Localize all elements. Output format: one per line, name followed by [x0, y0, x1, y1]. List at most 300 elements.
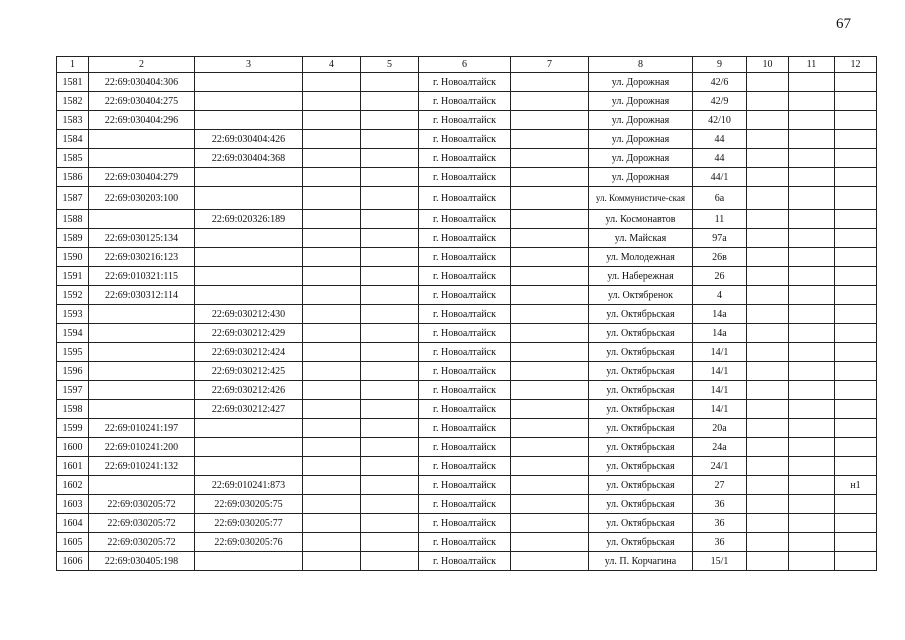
col-5-cell: [361, 476, 419, 495]
table-row: [57, 324, 877, 343]
col-10-cell: [747, 514, 789, 533]
col-10-cell: [747, 476, 789, 495]
cadastral-number-building-cell: 22:69:020326:189: [195, 210, 303, 229]
col-12-cell: [835, 168, 877, 187]
col-7-cell: [511, 514, 589, 533]
col-7-cell: [511, 73, 589, 92]
col-12-cell: [835, 149, 877, 168]
cadastral-number-building-cell: [195, 168, 303, 187]
city-cell: г. Новоалтайск: [419, 495, 511, 514]
cadastral-number-land-cell: [89, 476, 195, 495]
col-12-cell: [835, 286, 877, 305]
house-number-cell: 97а: [693, 229, 747, 248]
city-cell: г. Новоалтайск: [419, 457, 511, 476]
city-cell: г. Новоалтайск: [419, 514, 511, 533]
col-4-cell: [303, 419, 361, 438]
table-row: [57, 343, 877, 362]
cadastral-number-building-cell: 22:69:030205:75: [195, 495, 303, 514]
row-number-cell: 1585: [57, 149, 89, 168]
street-cell: ул. Октябрьская: [589, 457, 693, 476]
city-cell: г. Новоалтайск: [419, 111, 511, 130]
col-5-cell: [361, 187, 419, 210]
col-11-cell: [789, 495, 835, 514]
col-5-cell: [361, 210, 419, 229]
street-cell: ул. Октябрьская: [589, 514, 693, 533]
cadastral-number-land-cell: 22:69:030205:72: [89, 514, 195, 533]
street-cell: ул. Космонавтов: [589, 210, 693, 229]
table-row: [57, 73, 877, 92]
col-7-cell: [511, 168, 589, 187]
column-header: 11: [789, 57, 835, 73]
table-row: [57, 187, 877, 210]
column-header: 4: [303, 57, 361, 73]
cadastral-number-land-cell: 22:69:030125:134: [89, 229, 195, 248]
col-10-cell: [747, 130, 789, 149]
col-10-cell: [747, 324, 789, 343]
col-12-cell: [835, 419, 877, 438]
house-number-cell: 44: [693, 130, 747, 149]
col-11-cell: [789, 552, 835, 571]
col-7-cell: [511, 362, 589, 381]
col-5-cell: [361, 438, 419, 457]
street-cell: ул. Коммунистиче-ская: [589, 187, 693, 210]
cadastral-number-land-cell: 22:69:030216:123: [89, 248, 195, 267]
city-cell: г. Новоалтайск: [419, 168, 511, 187]
row-number-cell: 1592: [57, 286, 89, 305]
col-12-cell: [835, 362, 877, 381]
page-number: 67: [836, 16, 851, 32]
street-cell: ул. Дорожная: [589, 168, 693, 187]
col-5-cell: [361, 552, 419, 571]
col-11-cell: [789, 286, 835, 305]
col-7-cell: [511, 457, 589, 476]
col-10-cell: [747, 552, 789, 571]
col-5-cell: [361, 495, 419, 514]
col-7-cell: [511, 92, 589, 111]
table-row: [57, 111, 877, 130]
col-7-cell: [511, 438, 589, 457]
col-11-cell: [789, 305, 835, 324]
col-12-cell: [835, 73, 877, 92]
col-10-cell: [747, 533, 789, 552]
col-11-cell: [789, 267, 835, 286]
house-number-cell: 20а: [693, 419, 747, 438]
col-4-cell: [303, 210, 361, 229]
cadastral-number-land-cell: 22:69:010241:197: [89, 419, 195, 438]
street-cell: ул. Дорожная: [589, 111, 693, 130]
cadastral-number-building-cell: 22:69:030212:425: [195, 362, 303, 381]
table-row: [57, 495, 877, 514]
cadastral-number-building-cell: [195, 73, 303, 92]
house-number-cell: 15/1: [693, 552, 747, 571]
row-number-cell: 1599: [57, 419, 89, 438]
row-number-cell: 1601: [57, 457, 89, 476]
col-10-cell: [747, 248, 789, 267]
house-number-cell: 6а: [693, 187, 747, 210]
house-number-cell: 42/9: [693, 92, 747, 111]
cadastral-number-land-cell: 22:69:030205:72: [89, 533, 195, 552]
table-row: [57, 286, 877, 305]
cadastral-number-building-cell: [195, 419, 303, 438]
table-row: [57, 168, 877, 187]
city-cell: г. Новоалтайск: [419, 362, 511, 381]
city-cell: г. Новоалтайск: [419, 476, 511, 495]
row-number-cell: 1587: [57, 187, 89, 210]
col-7-cell: [511, 476, 589, 495]
city-cell: г. Новоалтайск: [419, 552, 511, 571]
col-4-cell: [303, 343, 361, 362]
col-7-cell: [511, 324, 589, 343]
col-12-cell: [835, 457, 877, 476]
col-10-cell: [747, 438, 789, 457]
col-11-cell: [789, 533, 835, 552]
col-4-cell: [303, 130, 361, 149]
cadastral-number-land-cell: [89, 324, 195, 343]
street-cell: ул. Набережная: [589, 267, 693, 286]
col-4-cell: [303, 514, 361, 533]
col-5-cell: [361, 343, 419, 362]
register-table: [56, 56, 877, 571]
col-11-cell: [789, 130, 835, 149]
col-4-cell: [303, 476, 361, 495]
cadastral-number-land-cell: [89, 210, 195, 229]
city-cell: г. Новоалтайск: [419, 92, 511, 111]
house-number-cell: 36: [693, 495, 747, 514]
col-11-cell: [789, 187, 835, 210]
col-10-cell: [747, 495, 789, 514]
column-header: 2: [89, 57, 195, 73]
city-cell: г. Новоалтайск: [419, 130, 511, 149]
table-row: [57, 362, 877, 381]
col-4-cell: [303, 305, 361, 324]
cadastral-number-land-cell: 22:69:010321:115: [89, 267, 195, 286]
col-4-cell: [303, 73, 361, 92]
street-cell: ул. Октябрьская: [589, 438, 693, 457]
row-number-cell: 1588: [57, 210, 89, 229]
col-4-cell: [303, 111, 361, 130]
city-cell: г. Новоалтайск: [419, 149, 511, 168]
col-7-cell: [511, 305, 589, 324]
col-5-cell: [361, 130, 419, 149]
col-7-cell: [511, 419, 589, 438]
city-cell: г. Новоалтайск: [419, 210, 511, 229]
cadastral-number-land-cell: 22:69:030404:306: [89, 73, 195, 92]
col-11-cell: [789, 149, 835, 168]
row-number-cell: 1598: [57, 400, 89, 419]
cadastral-number-land-cell: [89, 362, 195, 381]
street-cell: ул. Октябрьская: [589, 533, 693, 552]
col-10-cell: [747, 210, 789, 229]
col-5-cell: [361, 229, 419, 248]
row-number-cell: 1583: [57, 111, 89, 130]
house-number-cell: 14/1: [693, 400, 747, 419]
col-12-cell: [835, 438, 877, 457]
col-12-cell: [835, 92, 877, 111]
col-10-cell: [747, 343, 789, 362]
row-number-cell: 1584: [57, 130, 89, 149]
col-5-cell: [361, 419, 419, 438]
cadastral-number-land-cell: 22:69:010241:132: [89, 457, 195, 476]
street-cell: ул. Октябрьская: [589, 476, 693, 495]
col-12-cell: [835, 533, 877, 552]
cadastral-number-land-cell: 22:69:010241:200: [89, 438, 195, 457]
house-number-cell: 27: [693, 476, 747, 495]
row-number-cell: 1586: [57, 168, 89, 187]
street-cell: ул. Октябрьская: [589, 343, 693, 362]
cadastral-number-land-cell: 22:69:030205:72: [89, 495, 195, 514]
cadastral-number-land-cell: 22:69:030404:296: [89, 111, 195, 130]
col-10-cell: [747, 457, 789, 476]
cadastral-number-building-cell: 22:69:010241:873: [195, 476, 303, 495]
house-number-cell: 14а: [693, 324, 747, 343]
cadastral-number-land-cell: [89, 305, 195, 324]
col-5-cell: [361, 400, 419, 419]
cadastral-number-building-cell: 22:69:030404:426: [195, 130, 303, 149]
col-5-cell: [361, 92, 419, 111]
row-number-cell: 1597: [57, 381, 89, 400]
col-7-cell: [511, 400, 589, 419]
column-header: 5: [361, 57, 419, 73]
cadastral-number-building-cell: 22:69:030212:427: [195, 400, 303, 419]
house-number-cell: 36: [693, 514, 747, 533]
col-12-cell: [835, 343, 877, 362]
city-cell: г. Новоалтайск: [419, 248, 511, 267]
table-row: [57, 229, 877, 248]
row-number-cell: 1604: [57, 514, 89, 533]
street-cell: ул. Дорожная: [589, 73, 693, 92]
column-header: 6: [419, 57, 511, 73]
house-number-cell: 4: [693, 286, 747, 305]
house-number-cell: 14/1: [693, 381, 747, 400]
col-4-cell: [303, 286, 361, 305]
col-12-cell: [835, 552, 877, 571]
col-4-cell: [303, 267, 361, 286]
table-row: [57, 210, 877, 229]
city-cell: г. Новоалтайск: [419, 343, 511, 362]
house-number-cell: 14а: [693, 305, 747, 324]
col-4-cell: [303, 381, 361, 400]
city-cell: г. Новоалтайск: [419, 533, 511, 552]
house-number-cell: 14/1: [693, 343, 747, 362]
col-11-cell: [789, 419, 835, 438]
col-4-cell: [303, 400, 361, 419]
col-11-cell: [789, 476, 835, 495]
col-7-cell: [511, 495, 589, 514]
cadastral-number-building-cell: 22:69:030205:77: [195, 514, 303, 533]
col-7-cell: [511, 210, 589, 229]
col-5-cell: [361, 533, 419, 552]
house-number-cell: 44: [693, 149, 747, 168]
row-number-cell: 1595: [57, 343, 89, 362]
col-12-cell: [835, 495, 877, 514]
city-cell: г. Новоалтайск: [419, 286, 511, 305]
street-cell: ул. Октябрьская: [589, 381, 693, 400]
house-number-cell: 36: [693, 533, 747, 552]
row-number-cell: 1602: [57, 476, 89, 495]
row-number-cell: 1603: [57, 495, 89, 514]
city-cell: г. Новоалтайск: [419, 305, 511, 324]
cadastral-number-building-cell: [195, 438, 303, 457]
column-header: 8: [589, 57, 693, 73]
city-cell: г. Новоалтайск: [419, 381, 511, 400]
cadastral-number-land-cell: 22:69:030203:100: [89, 187, 195, 210]
col-7-cell: [511, 130, 589, 149]
house-number-cell: 26в: [693, 248, 747, 267]
cadastral-number-building-cell: [195, 111, 303, 130]
col-7-cell: [511, 229, 589, 248]
col-11-cell: [789, 92, 835, 111]
house-number-cell: 24/1: [693, 457, 747, 476]
row-number-cell: 1582: [57, 92, 89, 111]
col-11-cell: [789, 324, 835, 343]
col-10-cell: [747, 362, 789, 381]
street-cell: ул. Дорожная: [589, 92, 693, 111]
col-7-cell: [511, 381, 589, 400]
col-10-cell: [747, 229, 789, 248]
column-header: 10: [747, 57, 789, 73]
col-11-cell: [789, 248, 835, 267]
col-10-cell: [747, 187, 789, 210]
street-cell: ул. Майская: [589, 229, 693, 248]
col-4-cell: [303, 149, 361, 168]
col-5-cell: [361, 286, 419, 305]
col-4-cell: [303, 187, 361, 210]
table-row: [57, 457, 877, 476]
col-12-cell: [835, 229, 877, 248]
table-row: [57, 248, 877, 267]
col-11-cell: [789, 400, 835, 419]
street-cell: ул. Октябрьская: [589, 400, 693, 419]
col-4-cell: [303, 457, 361, 476]
col-5-cell: [361, 111, 419, 130]
cadastral-number-building-cell: [195, 229, 303, 248]
street-cell: ул. Дорожная: [589, 130, 693, 149]
col-4-cell: [303, 324, 361, 343]
col-11-cell: [789, 362, 835, 381]
col-4-cell: [303, 92, 361, 111]
col-10-cell: [747, 305, 789, 324]
column-header: 12: [835, 57, 877, 73]
cadastral-number-land-cell: 22:69:030404:275: [89, 92, 195, 111]
col-11-cell: [789, 73, 835, 92]
col-5-cell: [361, 73, 419, 92]
col-7-cell: [511, 187, 589, 210]
cadastral-number-building-cell: [195, 286, 303, 305]
col-10-cell: [747, 400, 789, 419]
col-10-cell: [747, 419, 789, 438]
cadastral-number-building-cell: 22:69:030212:426: [195, 381, 303, 400]
table-row: [57, 514, 877, 533]
cadastral-number-building-cell: 22:69:030212:424: [195, 343, 303, 362]
col-10-cell: [747, 92, 789, 111]
city-cell: г. Новоалтайск: [419, 187, 511, 210]
col-12-cell: [835, 324, 877, 343]
col-12-cell: [835, 130, 877, 149]
city-cell: г. Новоалтайск: [419, 438, 511, 457]
city-cell: г. Новоалтайск: [419, 419, 511, 438]
cadastral-number-building-cell: 22:69:030205:76: [195, 533, 303, 552]
col-5-cell: [361, 305, 419, 324]
col-11-cell: [789, 343, 835, 362]
table-row: [57, 92, 877, 111]
street-cell: ул. Молодежная: [589, 248, 693, 267]
column-header: 1: [57, 57, 89, 73]
city-cell: г. Новоалтайск: [419, 324, 511, 343]
col-12-cell: [835, 305, 877, 324]
table-row: [57, 552, 877, 571]
street-cell: ул. Дорожная: [589, 149, 693, 168]
col-7-cell: [511, 552, 589, 571]
col-10-cell: [747, 149, 789, 168]
col-11-cell: [789, 111, 835, 130]
street-cell: ул. Октябренок: [589, 286, 693, 305]
cadastral-number-building-cell: [195, 248, 303, 267]
house-number-cell: 26: [693, 267, 747, 286]
cadastral-number-land-cell: 22:69:030405:198: [89, 552, 195, 571]
col-7-cell: [511, 286, 589, 305]
street-cell: ул. П. Корчагина: [589, 552, 693, 571]
row-number-cell: 1605: [57, 533, 89, 552]
col-4-cell: [303, 168, 361, 187]
cadastral-number-building-cell: [195, 552, 303, 571]
col-7-cell: [511, 267, 589, 286]
col-4-cell: [303, 248, 361, 267]
col-10-cell: [747, 381, 789, 400]
col-5-cell: [361, 267, 419, 286]
row-number-cell: 1593: [57, 305, 89, 324]
city-cell: г. Новоалтайск: [419, 73, 511, 92]
row-number-cell: 1591: [57, 267, 89, 286]
cadastral-number-land-cell: [89, 130, 195, 149]
street-cell: ул. Октябрьская: [589, 324, 693, 343]
col-7-cell: [511, 248, 589, 267]
row-number-cell: 1589: [57, 229, 89, 248]
col-4-cell: [303, 229, 361, 248]
street-cell: ул. Октябрьская: [589, 305, 693, 324]
cadastral-number-building-cell: [195, 187, 303, 210]
col-5-cell: [361, 514, 419, 533]
row-number-cell: 1596: [57, 362, 89, 381]
col-5-cell: [361, 248, 419, 267]
col-11-cell: [789, 438, 835, 457]
col-4-cell: [303, 495, 361, 514]
cadastral-number-land-cell: [89, 343, 195, 362]
street-cell: ул. Октябрьская: [589, 495, 693, 514]
cadastral-number-building-cell: 22:69:030212:429: [195, 324, 303, 343]
table-row: [57, 305, 877, 324]
table-row: [57, 381, 877, 400]
col-12-cell: [835, 267, 877, 286]
cadastral-number-building-cell: 22:69:030404:368: [195, 149, 303, 168]
col-4-cell: [303, 533, 361, 552]
house-number-cell: 14/1: [693, 362, 747, 381]
column-header: 3: [195, 57, 303, 73]
col-11-cell: [789, 168, 835, 187]
row-number-cell: 1606: [57, 552, 89, 571]
col-10-cell: [747, 286, 789, 305]
col-11-cell: [789, 457, 835, 476]
col-10-cell: [747, 168, 789, 187]
cadastral-number-building-cell: [195, 267, 303, 286]
table-row: [57, 419, 877, 438]
col-11-cell: [789, 381, 835, 400]
col-10-cell: [747, 111, 789, 130]
col-5-cell: [361, 324, 419, 343]
house-number-cell: 42/10: [693, 111, 747, 130]
cadastral-number-land-cell: [89, 400, 195, 419]
table-row: [57, 149, 877, 168]
col-7-cell: [511, 533, 589, 552]
